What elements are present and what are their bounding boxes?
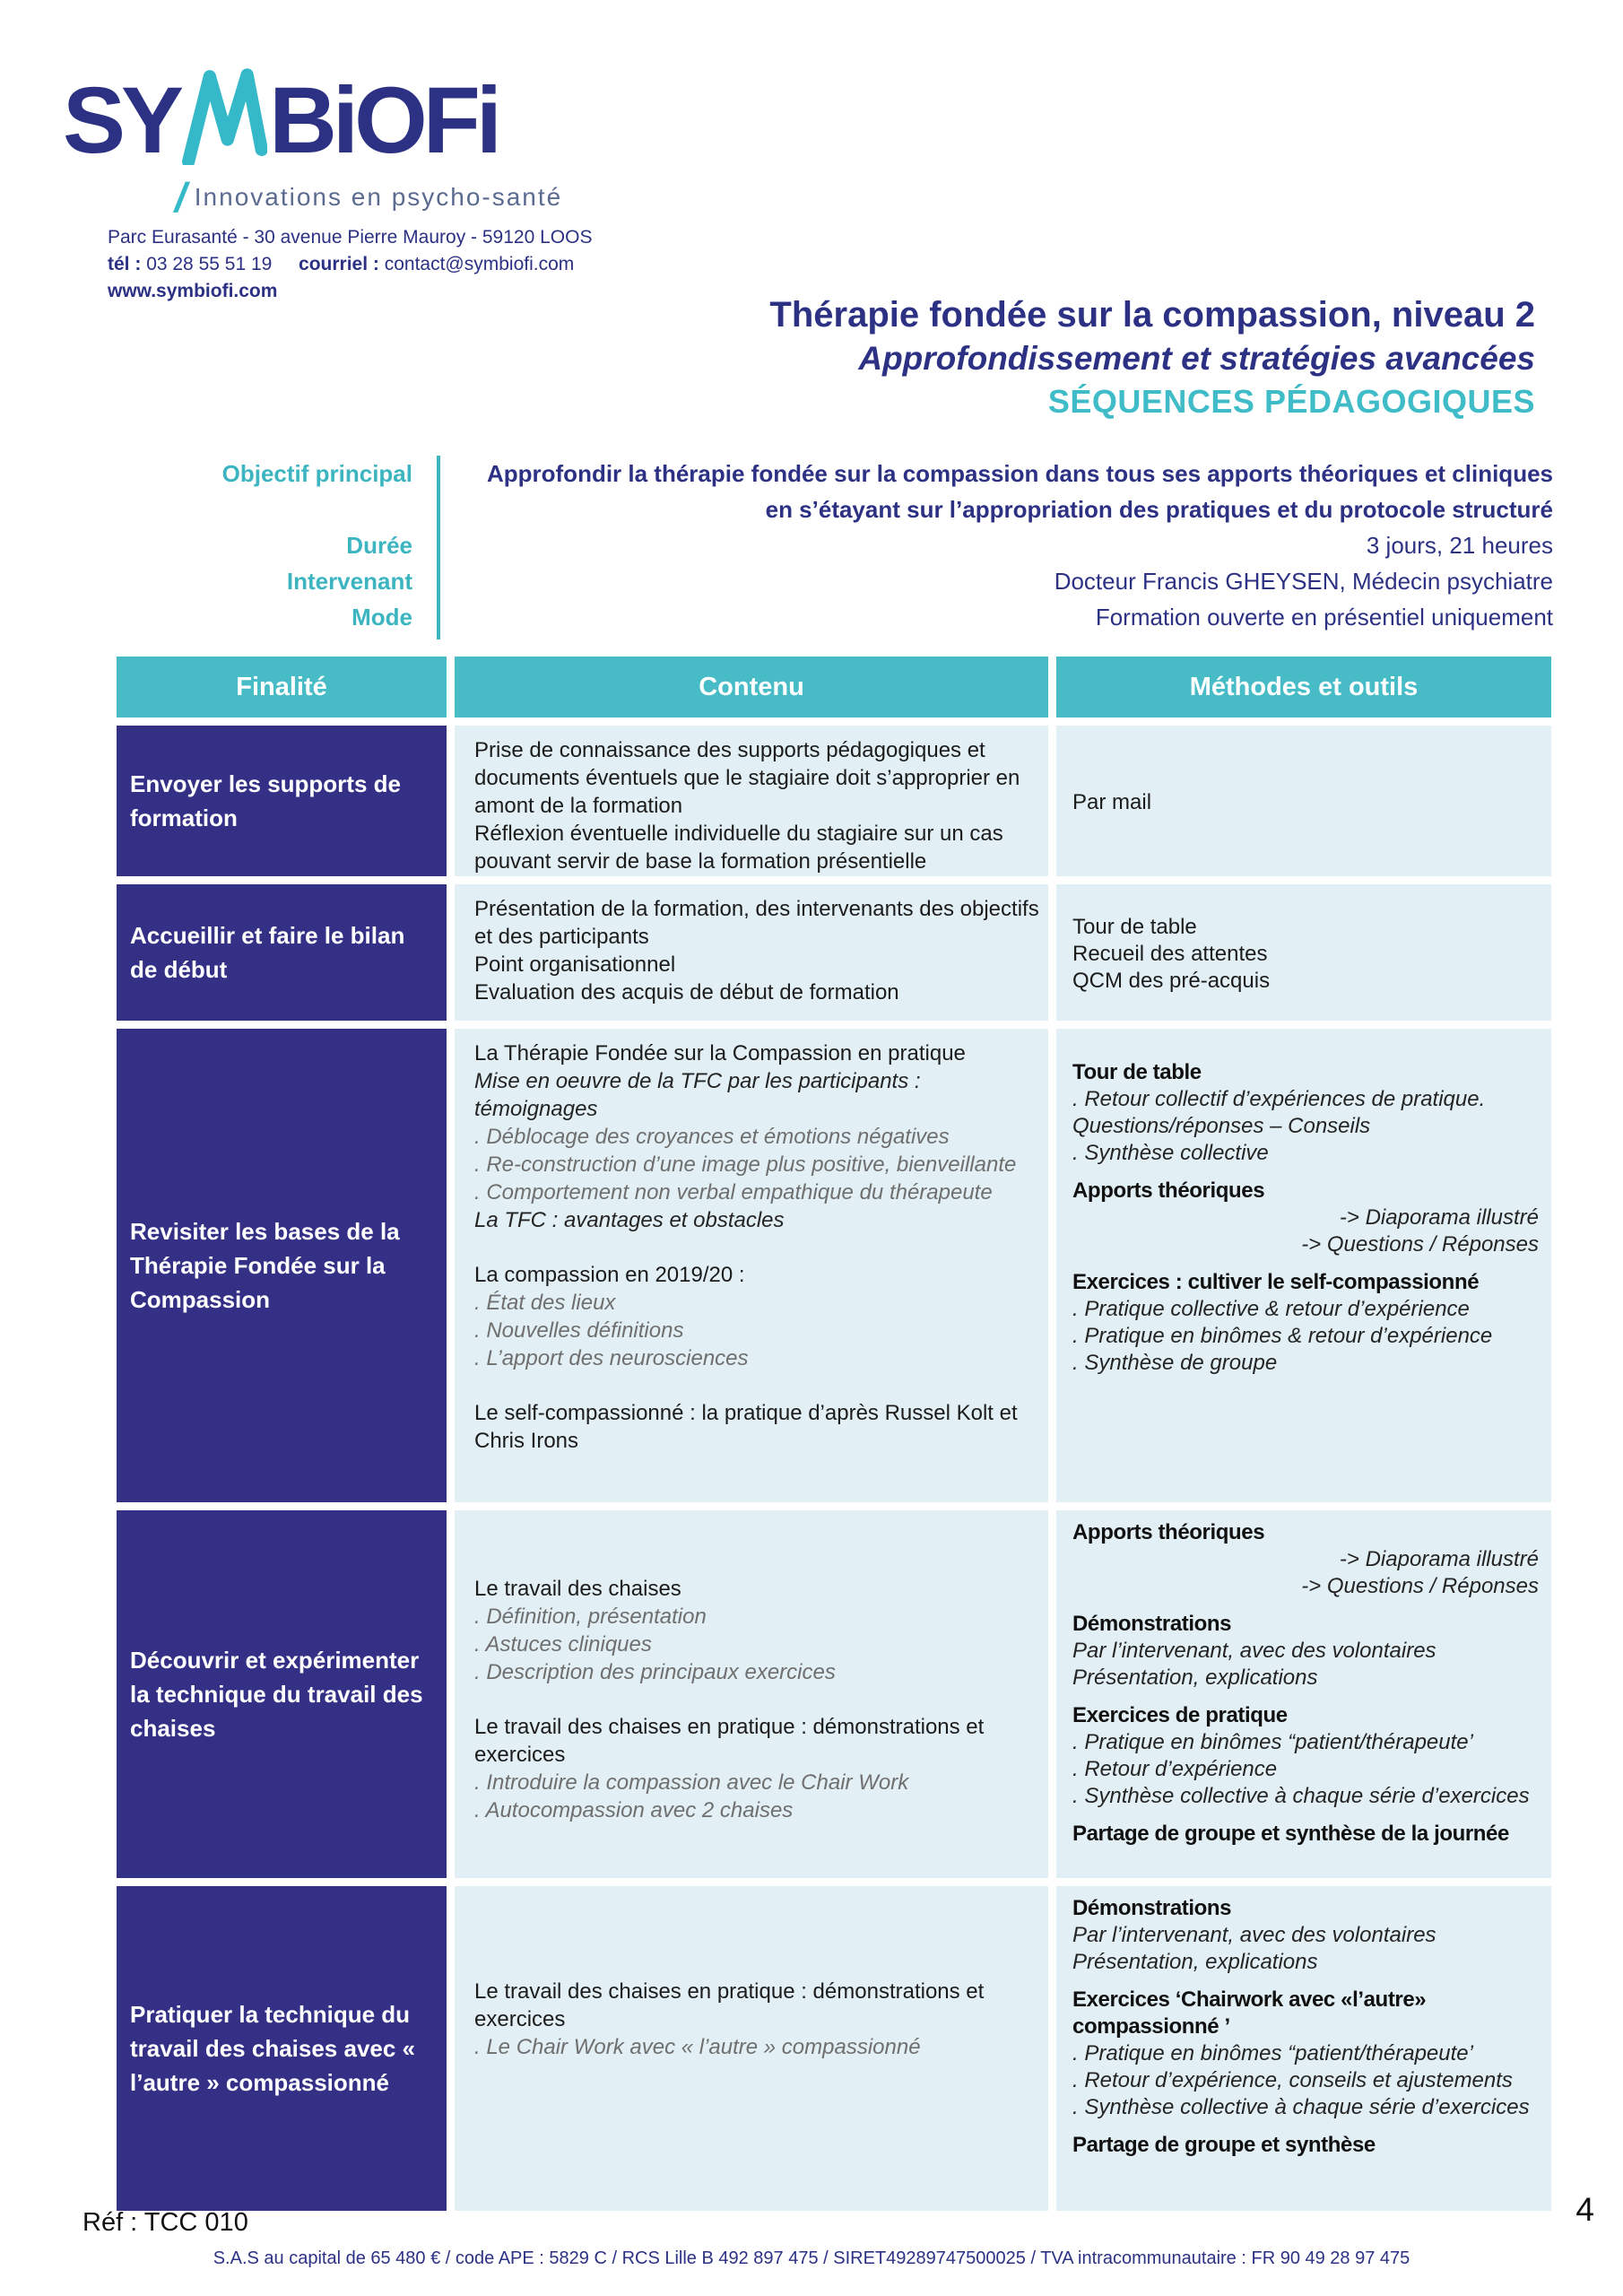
table-row	[117, 1886, 1551, 2211]
contenu-cell	[455, 1510, 1048, 1878]
symbiofi-logo	[63, 65, 499, 173]
contenu-cell	[455, 1029, 1048, 1502]
text-line: . Description des principaux exercices	[474, 1660, 836, 1684]
text-line: Démonstrations	[1072, 1612, 1232, 1636]
doc-subtitle: Approfondissement et stratégies avancées	[858, 340, 1535, 377]
text-line: . Nouvelles définitions	[474, 1318, 684, 1343]
text-line: Le self-compassionné : la pratique d’après Russel Kolt et Chris Irons	[474, 1401, 1018, 1453]
contenu-cell	[455, 1886, 1048, 2211]
sequence-table	[117, 657, 1551, 2211]
phone-line	[108, 251, 592, 278]
text-line: Par mail	[1072, 790, 1152, 814]
text-line: La TFC : avantages et obstacles	[474, 1208, 785, 1232]
methodes-cell	[1056, 884, 1551, 1021]
text-line: Démonstrations	[1072, 1896, 1232, 1920]
legal-line: S.A.S au capital de 65 480 € / code APE : 5829 C / RCS Lille B 492 897 475 / SIRET49289747500025 / TVA intracommunautaire : FR 90 49 28 97 475	[213, 2248, 1410, 2268]
text-line: . Comportement non verbal empathique du thérapeute	[474, 1180, 993, 1205]
address-line: Parc Eurasanté - 30 avenue Pierre Mauroy - 59120 LOOS	[108, 227, 593, 248]
finalite-text: Pratiquer la technique du travail des chaises avec « l’autre » compassionné	[130, 2001, 416, 2096]
logo-text-left: SY	[63, 68, 180, 173]
doc-title: Thérapie fondée sur la compassion, niveau 2	[769, 295, 1535, 335]
text-line: . Synthèse collective à chaque série d’exercices	[1072, 1784, 1530, 1808]
text-line: . Autocompassion avec 2 chaises	[474, 1798, 794, 1822]
table-row	[117, 884, 1551, 1021]
spacer-line	[474, 1897, 1039, 1924]
logo-tagline: Innovations en psycho-santé	[194, 183, 563, 211]
text-line: Recueil des attentes	[1072, 942, 1268, 966]
finalite-text: Découvrir et expérimenter la technique du travail des chaises	[130, 1647, 423, 1742]
spacer-line	[1072, 1976, 1544, 1987]
text-line: La Thérapie Fondée sur la Compassion en pratique	[474, 1041, 966, 1065]
finalite-cell	[117, 726, 447, 876]
text-line: . Introduire la compassion avec le Chair Work	[474, 1770, 909, 1795]
spacer-line	[474, 1548, 1039, 1575]
spacer-line	[474, 1924, 1039, 1951]
spacer-line	[1072, 1810, 1544, 1821]
text-line: Par l’intervenant, avec des volontaires	[1072, 1639, 1436, 1663]
table-row	[117, 726, 1551, 876]
text-line: . L’apport des neurosciences	[474, 1346, 749, 1370]
text-line: Apports théoriques	[1072, 1520, 1265, 1544]
objective-text: Approfondir la thérapie fondée sur la compassion dans tous ses apports théoriques et cliniques en s’étayant sur l’appropriation des pratiques et du protocole structuré	[486, 460, 1553, 523]
spacer-line	[1072, 2121, 1544, 2132]
text-line: . Définition, présentation	[474, 1605, 707, 1629]
text-line: Point organisationnel	[474, 952, 676, 977]
mail-label: courriel :	[299, 254, 379, 274]
doc-ref: Réf : TCC 010	[82, 2208, 248, 2237]
text-line: Le travail des chaises en pratique : démonstrations et exercices	[474, 1979, 985, 2031]
text-line: Tour de table	[1072, 915, 1197, 939]
text-line: Exercices de pratique	[1072, 1703, 1288, 1727]
logo-text-right: BiOFi	[269, 68, 499, 173]
label-intervenant: Intervenant	[286, 568, 412, 595]
spacer-line	[1072, 1038, 1544, 1048]
intervenant-value: Docteur Francis GHEYSEN, Médecin psychiatre	[1054, 568, 1553, 595]
text-line: . Retour d’expérience, conseils et ajustements	[1072, 2068, 1513, 2092]
finalite-cell	[117, 1886, 447, 2211]
text-line: Evaluation des acquis de début de formation	[474, 980, 899, 1004]
text-line: . Retour collectif d’expériences de pratique.	[1072, 1087, 1486, 1111]
text-line: Questions/réponses – Conseils	[1072, 1114, 1371, 1138]
text-line: Présentation, explications	[1072, 1950, 1318, 1974]
text-line: . Synthèse collective	[1072, 1141, 1269, 1165]
spacer-line	[1072, 1600, 1544, 1611]
text-line: Exercices ‘Chairwork avec «l’autre» compassionné ’	[1072, 1987, 1427, 2039]
table-row	[117, 1029, 1551, 1502]
spacer-line	[1072, 1692, 1544, 1702]
spacer-line	[474, 1234, 1039, 1261]
label-objectif: Objectif principal	[221, 460, 412, 487]
header-cell-finalite: Finalité	[117, 657, 447, 718]
logo-wave-icon	[181, 65, 267, 170]
spacer-line	[1072, 1048, 1544, 1059]
doc-section-title: SÉQUENCES PÉDAGOGIQUES	[1047, 383, 1535, 420]
methodes-cell	[1056, 1886, 1551, 2211]
text-line: . Astuces cliniques	[474, 1632, 652, 1657]
contenu-cell	[455, 726, 1048, 876]
text-line: Apports théoriques	[1072, 1178, 1265, 1203]
mail-value: contact@symbiofi.com	[384, 254, 575, 274]
text-line: La compassion en 2019/20 :	[474, 1263, 745, 1287]
text-line: Partage de groupe et synthèse de la journée	[1072, 1822, 1509, 1846]
spacer-line	[1072, 1167, 1544, 1178]
spacer-line	[1072, 1258, 1544, 1269]
table-row	[117, 1510, 1551, 1878]
text-line: . État des lieux	[474, 1291, 616, 1315]
text-line: Exercices : cultiver le self-compassionné	[1072, 1270, 1480, 1294]
page-number: 4	[1575, 2191, 1594, 2228]
tel-label: tél :	[108, 254, 142, 274]
text-line: -> Questions / Réponses	[1301, 1232, 1539, 1257]
contenu-cell	[455, 884, 1048, 1021]
header-cell-contenu: Contenu	[455, 657, 1048, 718]
mode-value: Formation ouverte en présentiel uniquement	[1095, 604, 1553, 631]
spacer-line	[474, 1521, 1039, 1548]
finalite-cell	[117, 1510, 447, 1878]
text-line: Mise en oeuvre de la TFC par les participants : témoignages	[474, 1069, 921, 1121]
duration-value: 3 jours, 21 heures	[1366, 532, 1553, 559]
logo-tagline-row	[170, 174, 563, 221]
finalite-text: Revisiter les bases de la Thérapie Fondée sur la Compassion	[130, 1218, 400, 1313]
label-duree: Durée	[346, 532, 412, 559]
text-line: . Pratique collective & retour d’expérience	[1072, 1297, 1470, 1321]
doc-title-block	[549, 292, 1535, 423]
tel-value: 03 28 55 51 19	[146, 254, 273, 274]
header-cell-methodes: Méthodes et outils	[1056, 657, 1551, 718]
spacer-line	[474, 1951, 1039, 1978]
text-line: Présentation, explications	[1072, 1665, 1318, 1690]
text-line: Présentation de la formation, des intervenants des objectifs et des participants	[474, 897, 1039, 949]
info-labels	[117, 456, 412, 635]
text-line: Partage de groupe et synthèse	[1072, 2133, 1376, 2157]
text-line: -> Questions / Réponses	[1301, 1574, 1539, 1598]
text-line: Le travail des chaises en pratique : démonstrations et exercices	[474, 1715, 985, 1767]
text-line: Réflexion éventuelle individuelle du stagiaire sur un cas pouvant servir de base la formation présentielle	[474, 822, 1003, 874]
finalite-text: Accueillir et faire le bilan de début	[130, 922, 405, 983]
text-line: Prise de connaissance des supports pédagogiques et documents éventuels que le stagiaire doit s’approprier en amont de la formation	[474, 738, 1020, 818]
finalite-text: Envoyer les supports de formation	[130, 770, 401, 831]
text-line: -> Diaporama illustré	[1339, 1547, 1539, 1571]
methodes-cell	[1056, 1029, 1551, 1502]
label-spacer	[117, 491, 412, 527]
info-values	[466, 456, 1553, 635]
spacer-line	[474, 1372, 1039, 1399]
website-line: www.symbiofi.com	[108, 281, 278, 301]
label-mode: Mode	[352, 604, 412, 631]
text-line: . Synthèse de groupe	[1072, 1351, 1278, 1375]
slash-icon: /	[170, 174, 193, 221]
info-divider	[437, 456, 440, 639]
text-line: Par l’intervenant, avec des volontaires	[1072, 1923, 1436, 1947]
text-line: -> Diaporama illustré	[1339, 1205, 1539, 1230]
methodes-cell	[1056, 1510, 1551, 1878]
text-line: . Synthèse collective à chaque série d’exercices	[1072, 2095, 1530, 2119]
text-line: . Le Chair Work avec « l’autre » compassionné	[474, 2035, 921, 2059]
text-line: . Déblocage des croyances et émotions négatives	[474, 1125, 950, 1149]
finalite-cell	[117, 1029, 447, 1502]
text-line: Le travail des chaises	[474, 1577, 681, 1601]
table-header	[117, 657, 1551, 718]
methodes-cell	[1056, 726, 1551, 876]
text-line: . Re-construction d’une image plus positive, bienveillante	[474, 1152, 1017, 1177]
text-line: QCM des pré-acquis	[1072, 969, 1271, 993]
contact-block	[108, 224, 592, 305]
table-body	[117, 726, 1551, 2211]
text-line: Tour de table	[1072, 1060, 1202, 1084]
text-line: . Pratique en binômes “patient/thérapeute’	[1072, 1730, 1473, 1754]
spacer-line	[474, 1686, 1039, 1713]
text-line: . Retour d’expérience	[1072, 1757, 1278, 1781]
text-line: . Pratique en binômes “patient/thérapeute’	[1072, 2041, 1473, 2066]
text-line: . Pratique en binômes & retour d’expérience	[1072, 1324, 1493, 1348]
finalite-cell	[117, 884, 447, 1021]
